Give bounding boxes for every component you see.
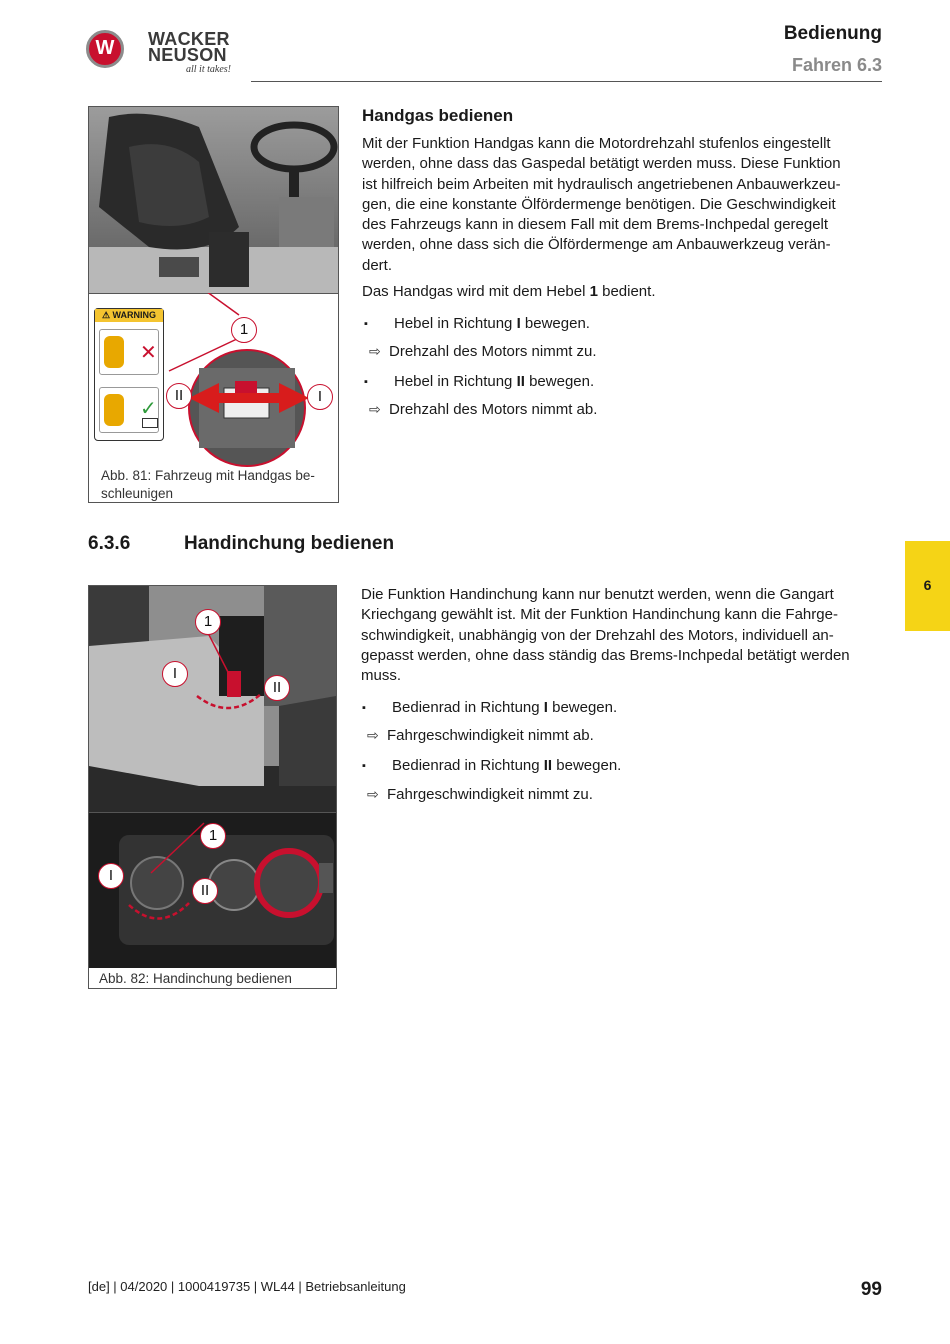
paragraph-line: gen, die eine konstante Ölfördermenge benötigen. Die Geschwindigkeit bbox=[362, 195, 836, 213]
header-rule bbox=[251, 81, 882, 82]
chapter-tab-number: 6 bbox=[923, 577, 932, 593]
paragraph-line: werden, ohne dass sich die Ölfördermenge am Anbauwerkzeug verän- bbox=[362, 236, 831, 254]
handgas-paragraph bbox=[362, 134, 884, 276]
callout-I: I bbox=[98, 863, 124, 889]
callout-II: II bbox=[166, 383, 192, 409]
inching-knob-icon bbox=[131, 857, 183, 909]
paragraph-line: muss. bbox=[361, 667, 402, 685]
caption-line-2: schleunigen bbox=[101, 486, 174, 501]
paragraph-line: ist hilfreich beim Arbeiten mit hydraulisch angetriebenen Anbauwerkzeu- bbox=[362, 175, 841, 193]
step-text: Hebel in Richtung II bewegen. bbox=[394, 373, 595, 390]
result-arrow-icon: ⇨ bbox=[367, 727, 379, 743]
page-number: 99 bbox=[860, 1279, 882, 1300]
result-arrow-icon: ⇨ bbox=[369, 401, 381, 417]
step-result bbox=[367, 725, 594, 746]
bullet-icon: ▪ bbox=[362, 760, 366, 772]
brand-slogan: all it takes! bbox=[186, 64, 231, 75]
section-heading-handgas: Handgas bedienen bbox=[362, 106, 514, 125]
paragraph-line: werden, ohne dass das Gaspedal betätigt werden muss. Diese Funktion bbox=[362, 155, 841, 173]
section-number: 6.3.6 bbox=[88, 533, 131, 554]
leader-line bbox=[174, 293, 239, 315]
step-text: Bedienrad in Richtung II bewegen. bbox=[392, 757, 622, 774]
callout-1: 1 bbox=[200, 823, 226, 849]
cab-photo bbox=[89, 107, 338, 293]
section-title: Fahren 6.3 bbox=[791, 55, 882, 75]
step-text: Hebel in Richtung I bewegen. bbox=[394, 315, 590, 332]
paragraph-line: Kriechgang gewählt ist. Mit der Funktion Handinchung kann die Fahrge- bbox=[361, 606, 838, 624]
callout-I: I bbox=[307, 384, 333, 410]
figure-hand-inching bbox=[88, 585, 337, 989]
handinchung-paragraph bbox=[361, 585, 886, 686]
cross-icon: ✕ bbox=[140, 342, 157, 364]
lever-text: bedient. bbox=[597, 283, 656, 300]
result-arrow-icon: ⇨ bbox=[369, 343, 381, 359]
temperature-knob-icon bbox=[257, 851, 321, 915]
bullet-icon: ▪ bbox=[362, 702, 366, 714]
lever-number: 1 bbox=[589, 283, 598, 300]
paragraph-line: gepasst werden, ohne dass ständig das Brems-Inchpedal betätigt werden bbox=[361, 646, 850, 664]
chapter-tab bbox=[905, 541, 950, 631]
figure-caption bbox=[101, 467, 315, 503]
step-result bbox=[369, 341, 597, 362]
callout-I: I bbox=[162, 661, 188, 687]
brand-name bbox=[148, 31, 230, 63]
result-text: Drehzahl des Motors nimmt zu. bbox=[389, 343, 597, 360]
callout-1: 1 bbox=[195, 609, 221, 635]
figure-caption: Abb. 82: Handinchung bedienen bbox=[99, 971, 292, 986]
caption-line-1: Abb. 81: Fahrzeug mit Handgas be- bbox=[101, 468, 315, 483]
wacker-neuson-logo-icon bbox=[86, 30, 124, 68]
callout-II: II bbox=[192, 878, 218, 904]
step-result bbox=[367, 784, 593, 805]
warning-triangle-icon: ⚠ bbox=[101, 310, 111, 320]
result-text: Drehzahl des Motors nimmt ab. bbox=[389, 401, 598, 418]
brand-line-1: WACKER bbox=[148, 29, 230, 49]
paragraph-line: schwindigkeit, unabhängig von der Drehzahl des Motors, individuell an- bbox=[361, 626, 834, 644]
result-arrow-icon: ⇨ bbox=[367, 786, 379, 802]
bullet-icon: ▪ bbox=[364, 318, 368, 330]
chapter-title: Bedienung bbox=[783, 23, 882, 44]
result-text: Fahrgeschwindigkeit nimmt zu. bbox=[387, 786, 593, 803]
section-heading-handinchung: Handinchung bedienen bbox=[184, 533, 395, 554]
bullet-icon: ▪ bbox=[364, 376, 368, 388]
callout-1: 1 bbox=[231, 317, 257, 343]
warning-label-text: WARNING bbox=[112, 310, 157, 320]
paragraph-line: Die Funktion Handinchung kann nur benutzt werden, wenn die Gangart bbox=[361, 586, 834, 603]
step-result bbox=[369, 399, 597, 420]
result-text: Fahrgeschwindigkeit nimmt ab. bbox=[387, 727, 594, 744]
step-text: Bedienrad in Richtung I bewegen. bbox=[392, 699, 618, 716]
check-icon: ✓ bbox=[140, 398, 157, 420]
figure-hand-throttle bbox=[88, 106, 339, 503]
callout-II: II bbox=[264, 675, 290, 701]
paragraph-line: dert. bbox=[362, 256, 393, 274]
paragraph-line: Mit der Funktion Handgas kann die Motordrehzahl stufenlos eingestellt bbox=[362, 135, 831, 152]
cab-interior-image bbox=[89, 107, 338, 293]
throttle-lever-icon bbox=[235, 381, 257, 395]
footer-info: [de] | 04/2020 | 1000419735 | WL44 | Betriebsanleitung bbox=[88, 1279, 406, 1294]
lever-sentence bbox=[362, 282, 655, 302]
brand-line-2: NEUSON bbox=[148, 45, 227, 65]
lever-text: Das Handgas wird mit dem Hebel bbox=[362, 283, 590, 300]
brand-logo bbox=[86, 28, 246, 78]
paragraph-line: des Fahrzeugs kann in diesem Fall mit dem Brems-Inchpedal geregelt bbox=[362, 216, 829, 234]
